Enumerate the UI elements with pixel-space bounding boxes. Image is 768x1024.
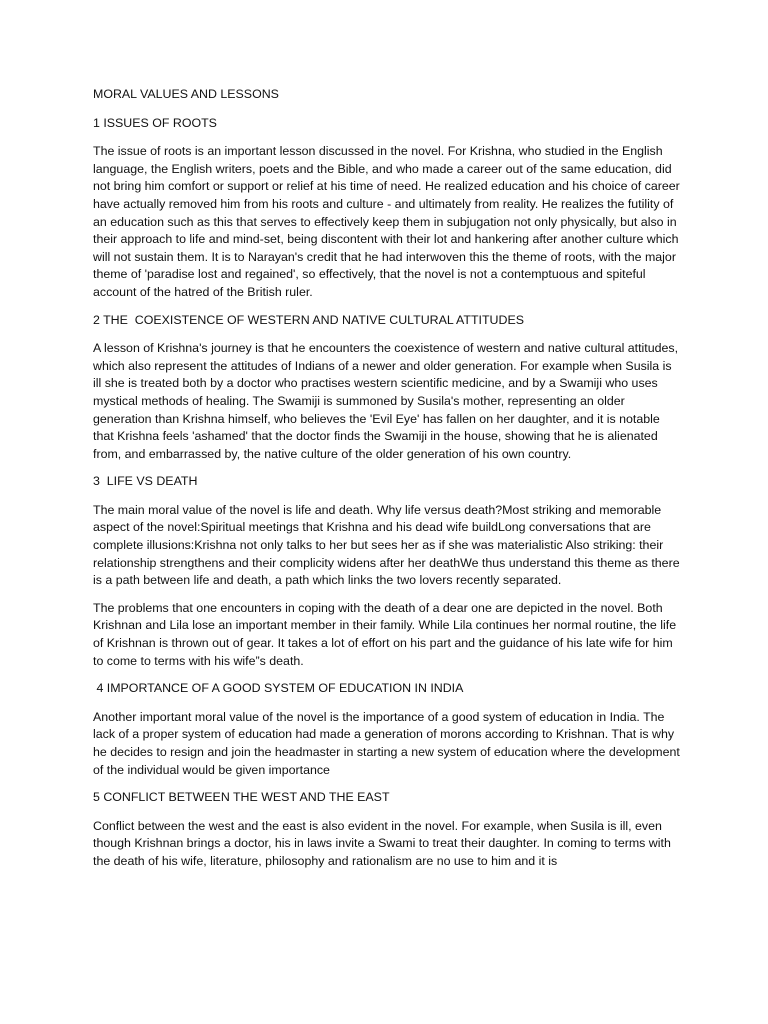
section-heading: 4 IMPORTANCE OF A GOOD SYSTEM OF EDUCATION IN INDIA bbox=[93, 681, 464, 696]
document-title: MORAL VALUES AND LESSONS bbox=[93, 87, 279, 101]
paragraph: Another important moral value of the novel is the importance of a good system of education in India. The lack of a proper system of education had made a generation of morons according to Krishnan. That is why he decides to resign and join the headmaster in starting a new system of education where the development of the individual would be given importance bbox=[93, 709, 680, 777]
paragraph: Conflict between the west and the east is also evident in the novel. For example, when Susila is ill, even though Krishnan brings a doctor, his in laws invite a Swami to treat their daughter. In coming to terms with the death of his wife, literature, philosophy and rationalism are no use to him and it is bbox=[93, 818, 671, 868]
section-coexistence bbox=[93, 312, 683, 464]
section-heading: 2 THE COEXISTENCE OF WESTERN AND NATIVE CULTURAL ATTITUDES bbox=[93, 312, 524, 327]
paragraph: A lesson of Krishna's journey is that he encounters the coexistence of western and native cultural attitudes, which also represent the attitudes of Indians of a newer and older generation. For example when Susila is ill she is treated both by a doctor who practises western scientific medicine, and by a Swamiji who uses mystical methods of healing. The Swamiji is summoned by Susila's mother, representing an older generation than Krishna himself, who believes the 'Evil Eye' has fallen on her daughter, and it is notable that Krishna feels 'ashamed' that the doctor finds the Swamiji in the house, showing that he is alienated from, and embarrassed by, the native culture of the older generation of his own country. bbox=[93, 341, 679, 461]
section-heading: 3 LIFE VS DEATH bbox=[93, 474, 198, 489]
paragraph: The main moral value of the novel is life and death. Why life versus death?Most striking and memorable aspect of the novel:Spiritual meetings that Krishna and his dead wife buildLong conversations that are complete illusions:Krishna not only talks to her but sees her as if she was materialistic Also striking: their relationship strengthens and their complicity widens after her deathWe thus understand this theme as there is a path between life and death, a path which links the two lovers recently separated. bbox=[93, 502, 680, 588]
document-page bbox=[93, 86, 683, 881]
section-life-vs-death bbox=[93, 473, 683, 670]
section-heading: 1 ISSUES OF ROOTS bbox=[93, 115, 217, 130]
section-roots bbox=[93, 115, 683, 302]
section-heading: 5 CONFLICT BETWEEN THE WEST AND THE EAST bbox=[93, 790, 390, 805]
section-education bbox=[93, 680, 683, 779]
paragraph: The issue of roots is an important lesson discussed in the novel. For Krishna, who studied in the English language, the English writers, poets and the Bible, and who made a career out of the same education, did not bring him comfort or support or relief at his time of need. He realized education and his choice of career have actually removed him from his roots and culture - and ultimately from reality. He realizes the futility of an education such as this that serves to effectively keep them in subjugation not only physically, but also in their approach to life and mind-set, being discontent with their lot and hankering after another culture which will not sustain them. It is to Narayan's credit that he had interwoven this the theme of roots, with the major theme of 'paradise lost and regained', so effectively, that the novel is not a contemptuous and spiteful account of the hatred of the British ruler. bbox=[93, 144, 680, 299]
paragraph: The problems that one encounters in coping with the death of a dear one are depicted in the novel. Both Krishnan and Lila lose an important member in their family. While Lila continues her normal routine, the life of Krishnan is thrown out of gear. It takes a lot of effort on his part and the guidance of his late wife for him to come to terms with his wife”s death. bbox=[93, 600, 677, 668]
section-west-east bbox=[93, 789, 683, 870]
